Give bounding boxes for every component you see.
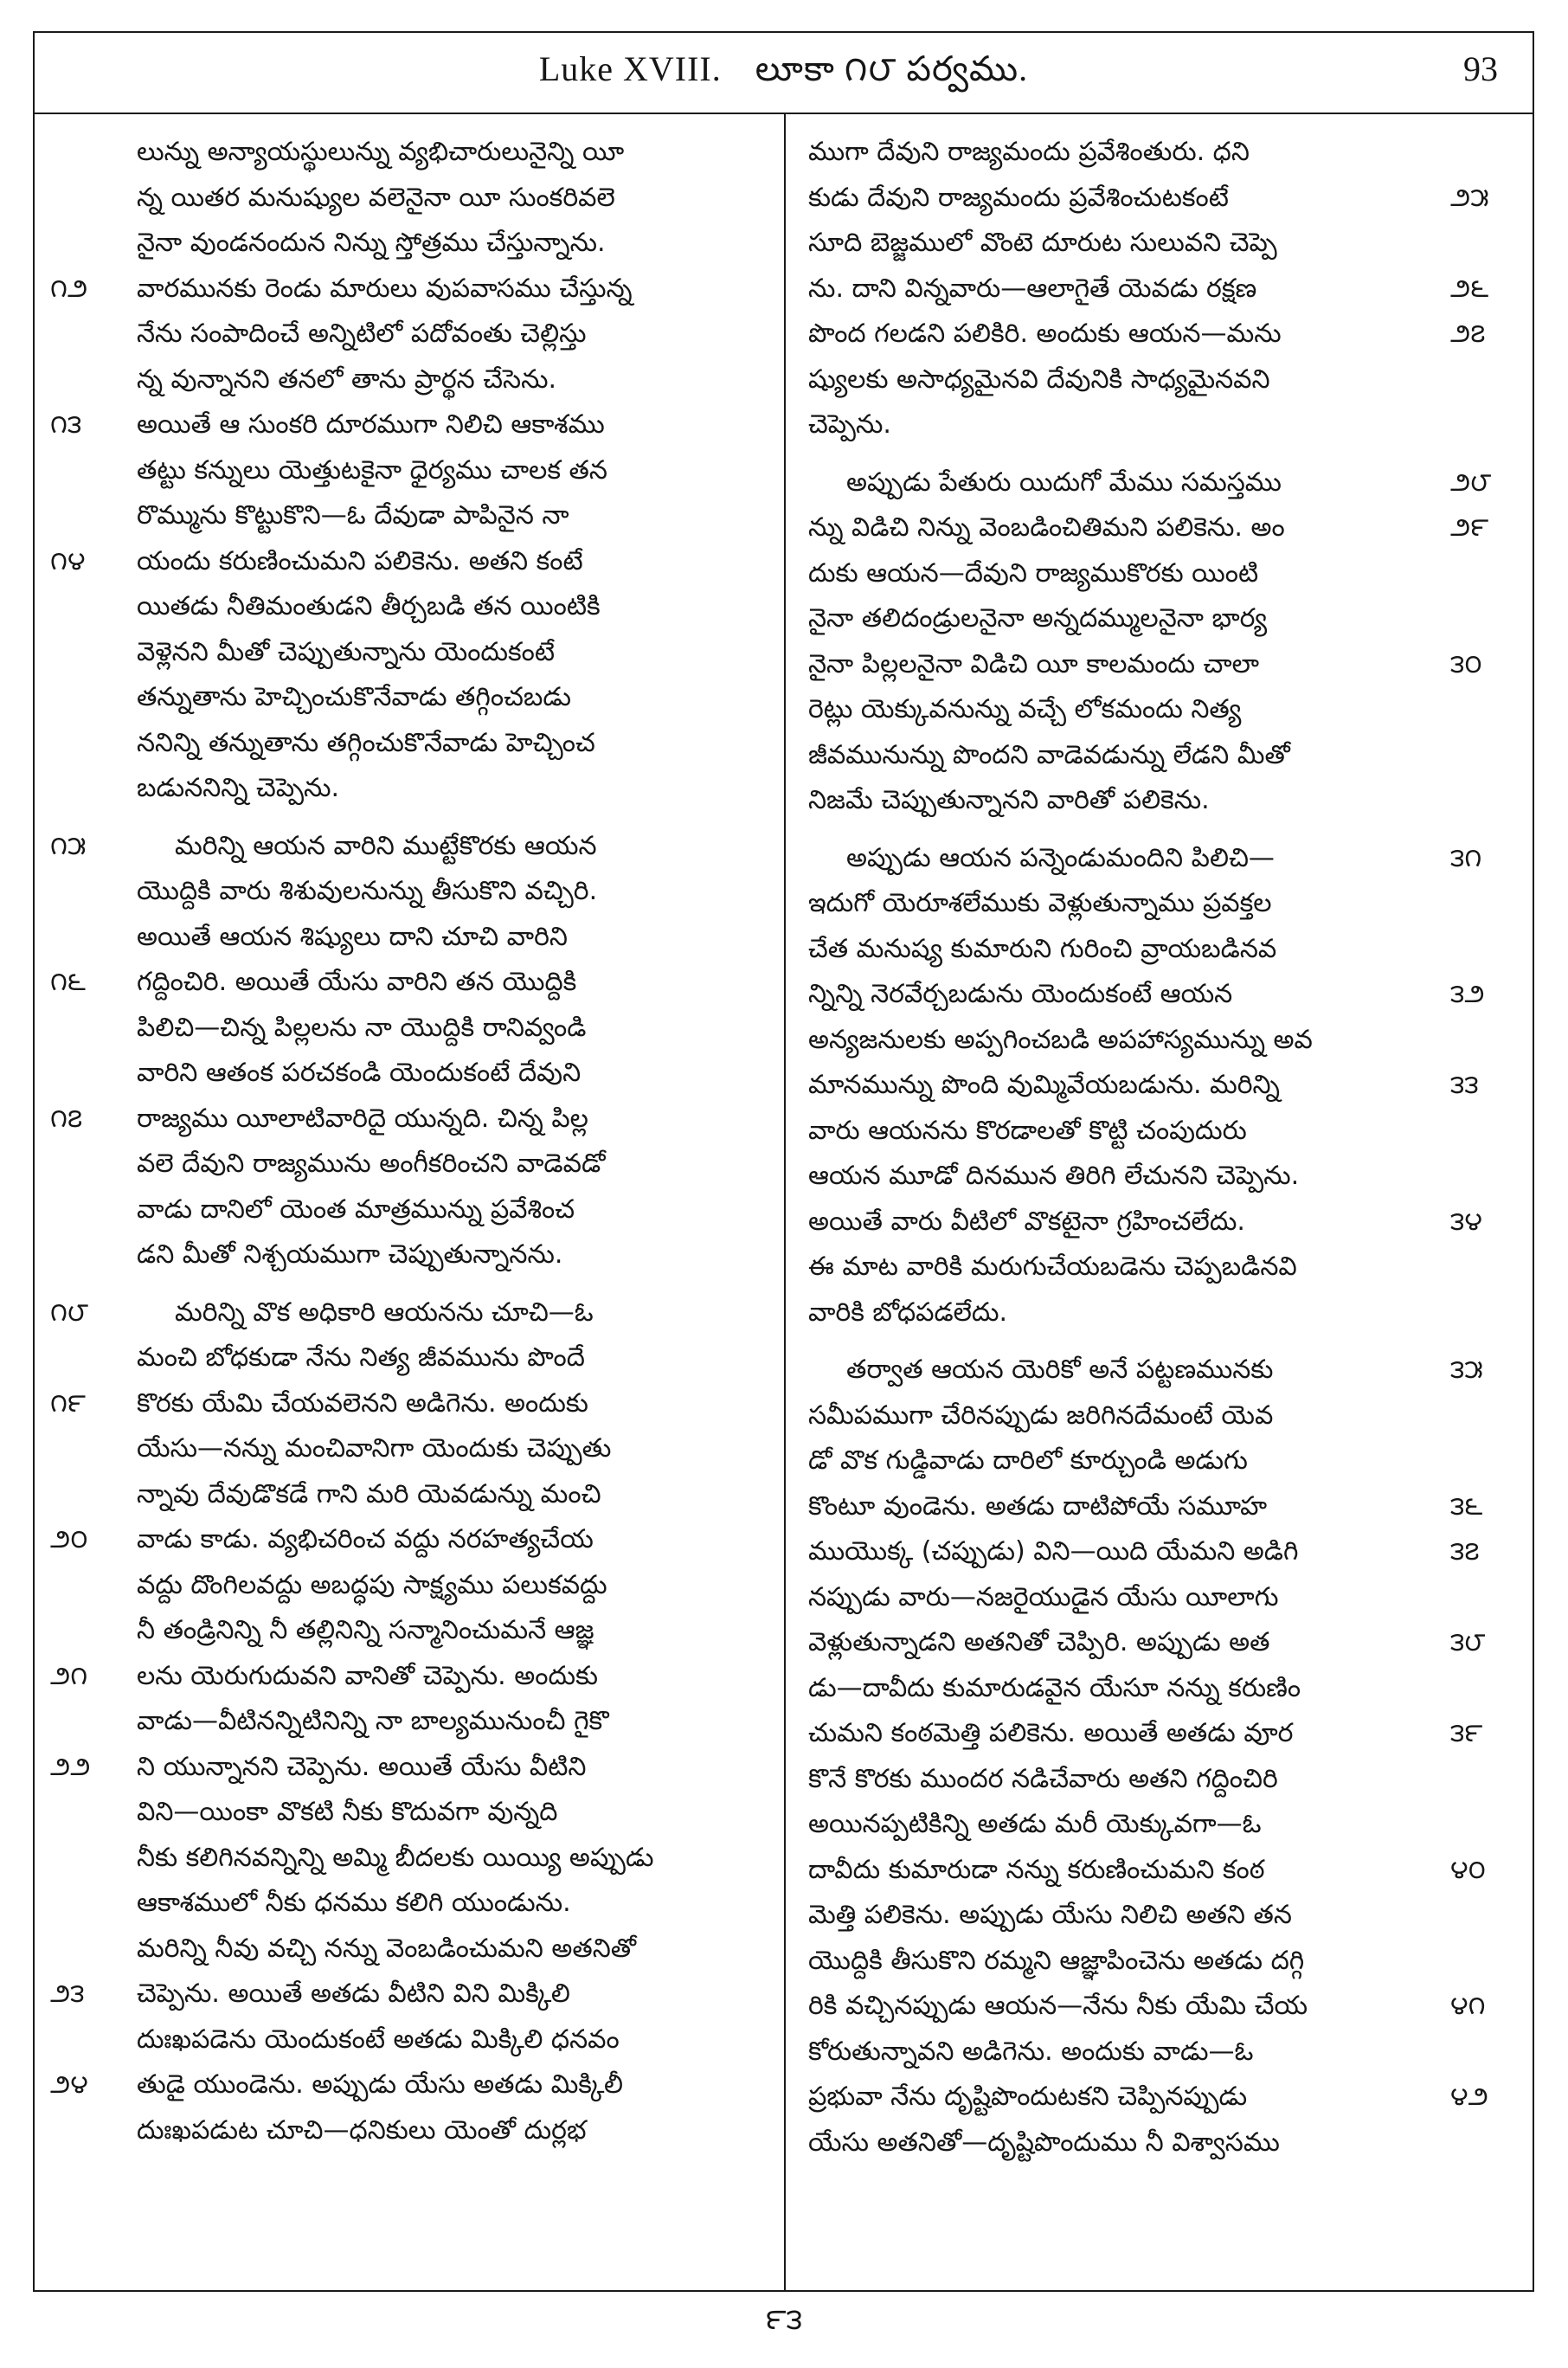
verse-number: ౩౮ — [1450, 1628, 1486, 1657]
text-line — [48, 448, 781, 494]
verse-number: ౩౬ — [1450, 1491, 1483, 1521]
page-frame — [33, 31, 1534, 2292]
text-line — [796, 733, 1528, 779]
right-text-column — [796, 130, 1528, 2165]
telugu-chapter-title: లూకా ౧౮ పర్వము. — [755, 49, 1029, 88]
text-line — [796, 1757, 1528, 1803]
text-line — [796, 1245, 1528, 1290]
verse-text: ఈ మాట వారికి మరుగుచేయబడెను చెప్పబడినవి — [808, 1252, 1297, 1282]
text-line — [48, 1745, 781, 1791]
text-line — [48, 1517, 781, 1563]
verse-text: కోరుతున్నావని అడిగెను. అందుకు వాడు—ఓ — [808, 2036, 1254, 2067]
text-line — [796, 927, 1528, 973]
text-line — [796, 357, 1528, 403]
verse-text: ని యున్నానని చెప్పెను. అయితే యేసు వీటిని — [137, 1751, 587, 1782]
verse-text: వాడు—వీటినన్నిటినిన్ని నా బాల్యమునుంచీ గైకొ — [137, 1706, 609, 1736]
text-line — [48, 1699, 781, 1745]
text-line — [796, 1711, 1528, 1757]
verse-text: వెళ్లెనని మీతో చెప్పుతున్నాను యెందుకంటే — [137, 636, 556, 667]
verse-number: ౩౪ — [1450, 1207, 1482, 1236]
text-line — [48, 539, 781, 585]
text-line — [48, 824, 781, 870]
text-line — [796, 1484, 1528, 1530]
verse-number: ౩౧ — [1450, 843, 1482, 872]
verse-text: కొరకు యేమి చేయవలెనని అడిగెను. అందుకు — [137, 1387, 588, 1419]
text-line — [796, 267, 1528, 312]
verse-number: ౨౩ — [50, 1979, 85, 2008]
verse-number: ౩౫ — [1450, 1355, 1483, 1384]
verse-text: ష్యులకు అసాధ్యమైనవి దేవునికి సాధ్యమైనవని — [808, 364, 1270, 395]
verse-text: నీకు కలిగినవన్నిన్ని అమ్మి బీదలకు యియ్యి అప్పుడు — [137, 1842, 654, 1873]
verse-text: కుడు దేవుని రాజ్యమందు ప్రవేశించుటకంటే — [808, 182, 1229, 213]
verse-text: ఆయన మూడో దినమున తిరిగి లేచునని చెప్పెను. — [808, 1161, 1300, 1191]
text-line — [796, 687, 1528, 733]
verse-text: అప్పుడు పేతురు యిదుగో మేము సమస్తము — [846, 467, 1282, 498]
verse-text: చుమని కంఠమెత్తి పలికెను. అయితే అతడు వూర — [808, 1718, 1294, 1748]
text-line — [796, 2030, 1528, 2075]
text-line — [796, 176, 1528, 222]
text-line — [796, 1666, 1528, 1712]
verse-number: ౧౭ — [50, 1104, 83, 1133]
text-line — [796, 1063, 1528, 1109]
verse-text: అయినప్పటికిన్ని అతడు మరీ యెక్కువగా—ఓ — [808, 1809, 1262, 1839]
text-line — [796, 972, 1528, 1018]
text-line — [796, 642, 1528, 688]
text-line — [48, 584, 781, 630]
text-line — [796, 1893, 1528, 1939]
page-number: 93 — [1463, 49, 1498, 88]
verse-number: ౩౭ — [1450, 1537, 1480, 1566]
text-line — [796, 221, 1528, 267]
verse-text: వారు ఆయనను కొరడాలతో కొట్టి చంపుదురు — [808, 1115, 1247, 1146]
paragraph-gap — [48, 1278, 781, 1290]
verse-text: తన్నుతాను హెచ్చించుకొనేవాడు తగ్గించబడు — [137, 682, 571, 712]
text-line — [796, 312, 1528, 357]
verse-number: ౪౦ — [1450, 1855, 1486, 1884]
text-line — [48, 1927, 781, 1972]
verse-number: ౨౬ — [1450, 273, 1489, 303]
text-line — [48, 402, 781, 448]
text-line — [48, 1187, 781, 1233]
verse-text: మరిన్ని నీవు వచ్చి నన్ను వెంబడించుమని అతనితో — [137, 1933, 637, 1964]
text-line — [48, 766, 781, 812]
verse-text: మరిన్ని వొక అధికారి ఆయనను చూచి—ఓ — [175, 1297, 594, 1328]
text-line — [48, 176, 781, 222]
verse-text: నప్పుడు వారు—నజరైయుడైన యేసు యీలాగు — [808, 1581, 1279, 1612]
text-line — [48, 221, 781, 267]
text-line — [48, 1472, 781, 1518]
verse-text: నైనా పిల్లలనైనా విడిచి యీ కాలమందు చాలా — [808, 648, 1260, 679]
text-line — [48, 721, 781, 767]
verse-text: రొమ్మును కొట్టుకొని—ఓ దేవుడా పాపినైన నా — [137, 500, 569, 531]
paragraph-gap — [796, 1335, 1528, 1348]
verse-number: ౩౯ — [1450, 1719, 1483, 1747]
text-line — [796, 1109, 1528, 1155]
paragraph-gap — [48, 812, 781, 824]
verse-text: యొద్దికి తీసుకొని రమ్మని ఆజ్ఞాపించెను అతడు దగ్గి — [808, 1945, 1305, 1976]
verse-text: లున్ను అన్యాయస్థులున్ను వ్యభిచారులునైన్ని యీ — [137, 137, 625, 167]
text-line — [796, 460, 1528, 506]
text-line — [796, 1348, 1528, 1393]
verse-text: పొంద గలడని పలికిరి. అందుకు ఆయన—మను — [808, 319, 1282, 349]
verse-text: యందు కరుణించుమని పలికెను. అతని కంటే — [137, 545, 583, 576]
text-line — [48, 1381, 781, 1427]
verse-number: ౨౯ — [1450, 513, 1489, 542]
text-line — [48, 2017, 781, 2063]
verse-text: మానమున్ను పొంది వుమ్మివేయబడును. మరిన్ని — [808, 1070, 1280, 1100]
left-text-column — [48, 130, 781, 2153]
text-line — [796, 505, 1528, 551]
verse-text: రెట్లు యెక్కువనున్ను వచ్చే లోకమందు నిత్య — [808, 694, 1242, 724]
text-line — [796, 2120, 1528, 2166]
text-line — [796, 1290, 1528, 1336]
verse-text: సమీపముగా చేరినప్పుడు జరిగినదేమంటే యెవ — [808, 1400, 1274, 1431]
text-line — [796, 1529, 1528, 1575]
verse-number: ౧౫ — [50, 831, 87, 860]
verse-text: న్న యితర మనుష్యుల వలెనైనా యీ సుంకరివలె — [137, 182, 615, 213]
verse-text: బడుననిన్ని చెప్పెను. — [137, 773, 339, 803]
verse-text: అయితే వారు వీటిలో వొకటైనా గ్రహించలేదు. — [808, 1206, 1245, 1237]
verse-text: వారికి బోధపడలేదు. — [808, 1297, 1008, 1328]
text-line — [48, 1142, 781, 1187]
verse-number: ౩౩ — [1450, 1071, 1479, 1099]
verse-text: డో వొక గుడ్డివాడు దారిలో కూర్చుండి అడుగు — [808, 1445, 1248, 1476]
verse-text: ఇదుగో యెరూశలేముకు వెళ్లుతున్నాము ప్రవక్తల — [808, 888, 1272, 918]
verse-text: వారమునకు రెండు మారులు వుపవాసము చేస్తున్న — [137, 273, 633, 304]
running-header — [35, 33, 1533, 114]
verse-number: ౧౨ — [50, 273, 88, 303]
text-line — [48, 1097, 781, 1142]
verse-text: నీ తండ్రినిన్ని నీ తల్లినిన్ని సన్మానించుమనే ఆజ్ఞ — [137, 1615, 594, 1645]
text-line — [48, 493, 781, 539]
text-line — [48, 869, 781, 915]
verse-number: ౨౨ — [50, 1752, 91, 1781]
text-line — [48, 1051, 781, 1097]
verse-text: అయితే ఆ సుంకరి దూరముగా నిలిచి ఆకాశము — [137, 409, 605, 440]
verse-text: మెత్తి పలికెను. అప్పుడు యేసు నిలిచి అతని తన — [808, 1900, 1292, 1930]
text-line — [796, 2075, 1528, 2120]
paragraph-gap — [796, 824, 1528, 836]
text-line — [796, 1848, 1528, 1894]
book-chapter-reference: Luke XVIII. — [538, 49, 722, 88]
text-line — [48, 1790, 781, 1836]
verse-text: అయితే ఆయన శిష్యులు దాని చూచి వారిని — [137, 921, 568, 952]
verse-text: అప్పుడు ఆయన పన్నెండుమందిని పిలిచి— — [846, 842, 1275, 873]
verse-text: వద్దు దొంగిలవద్దు అబద్ధపు సాక్ష్యము పలుకవద్దు — [137, 1569, 607, 1600]
text-line — [796, 778, 1528, 824]
text-line — [48, 2108, 781, 2154]
text-line — [48, 1654, 781, 1700]
verse-number: ౨౦ — [50, 1525, 88, 1554]
text-line — [796, 881, 1528, 927]
text-line — [48, 1972, 781, 2017]
verse-text: దుకు ఆయన—దేవుని రాజ్యముకొరకు యింటి — [808, 557, 1259, 589]
text-line — [48, 1006, 781, 1052]
text-line — [48, 1881, 781, 1927]
text-line — [48, 630, 781, 676]
text-line — [48, 915, 781, 961]
text-line — [48, 357, 781, 403]
verse-text: వెళ్లుతున్నాడని అతనితో చెప్పిరి. అప్పుడు అత — [808, 1627, 1270, 1657]
text-line — [796, 1200, 1528, 1245]
verse-text: ముగా దేవుని రాజ్యమందు ప్రవేశింతురు. ధని — [808, 137, 1250, 167]
verse-number: ౪౧ — [1450, 1992, 1486, 2020]
verse-text: తర్వాత ఆయన యెరికో అనే పట్టణమునకు — [846, 1355, 1274, 1385]
verse-text: నిజమే చెప్పుతున్నానని వారితో పలికెను. — [808, 785, 1210, 815]
verse-text: కొంటూ వుండెను. అతడు దాటిపోయే సమూహ — [808, 1490, 1268, 1522]
verse-text: నేను సంపాదించే అన్నిటిలో పదోవంతు చెల్లిస్తు — [137, 319, 587, 349]
verse-text: న్ను విడిచి నిన్ను వెంబడించితిమని పలికెను. అం — [808, 512, 1285, 543]
verse-number: ౩౦ — [1450, 649, 1482, 679]
verse-number: ౧౮ — [50, 1297, 89, 1327]
verse-text: నైనా తలిదండ్రులనైనా అన్నదమ్ములనైనా భార్య — [808, 603, 1268, 634]
text-line — [48, 1290, 781, 1336]
verse-text: విని—యింకా వొకటి నీకు కొదువగా వున్నది — [137, 1797, 558, 1827]
text-line — [796, 1018, 1528, 1064]
text-line — [796, 1620, 1528, 1666]
verse-number: ౧౯ — [50, 1388, 86, 1418]
verse-text: జీవమునున్ను పొందని వాడెవడున్ను లేడని మీతో — [808, 739, 1290, 770]
text-line — [48, 675, 781, 721]
verse-text: సూది బెజ్జములో వొంటె దూరుట సులువని చెప్పె — [808, 228, 1277, 258]
verse-text: యేసు అతనితో—దృష్టిపొందుము నీ విశ్వాసము — [808, 2127, 1280, 2158]
verse-number: ౨౭ — [1450, 319, 1486, 348]
verse-text: డు—దావీదు కుమారుడవైన యేసూ నన్ను కరుణిం — [808, 1672, 1301, 1703]
verse-number: ౨౪ — [50, 2070, 88, 2099]
verse-text: తట్టు కన్నులు యెత్తుటకైనా ధైర్యము చాలక తన — [137, 454, 607, 486]
verse-text: కొనే కొరకు ముందర నడిచేవారు అతని గద్దించిరి — [808, 1763, 1278, 1794]
verse-text: చెప్పెను. అయితే అతడు వీటిని విని మిక్కిలి — [137, 1979, 570, 2009]
verse-text: ననిన్ని తన్నుతాను తగ్గించుకొనేవాడు హెచ్చించ — [137, 727, 595, 758]
verse-text: యితడు నీతిమంతుడని తీర్చబడి తన యింటికి — [137, 591, 601, 621]
verse-text: చెప్పెను. — [808, 409, 891, 440]
text-line — [796, 1939, 1528, 1985]
verse-text: ఆకాశములో నీకు ధనము కలిగి యుండును. — [137, 1888, 571, 1918]
header-title — [35, 48, 1533, 98]
text-line — [48, 1426, 781, 1472]
verse-text: న్నిన్ని నెరవేర్చబడును యెందుకంటే ఆయన — [808, 979, 1233, 1009]
verse-text: దావీదు కుమారుడా నన్ను కరుణించుమని కంఠ — [808, 1854, 1265, 1885]
printer-signature: ౯౩ — [765, 2304, 803, 2336]
verse-number: ౧౬ — [50, 968, 86, 996]
text-line — [48, 267, 781, 312]
verse-text: యేసు—నన్ను మంచివానిగా యెందుకు చెప్పుతు — [137, 1433, 612, 1464]
verse-number: ౩౨ — [1450, 980, 1485, 1008]
text-line — [796, 1575, 1528, 1621]
verse-text: మరిన్ని ఆయన వారిని ముట్టేకొరకు ఆయన — [175, 830, 597, 861]
verse-text: యొద్దికి వారు శిశువులనున్ను తీసుకొని వచ్చిరి. — [137, 876, 598, 906]
verse-text: డని మీతో నిశ్చయముగా చెప్పుతున్నానను. — [137, 1239, 563, 1270]
verse-text: అన్యజనులకు అప్పగించబడి అపహాస్యమున్ను అవ — [808, 1024, 1313, 1055]
text-line — [796, 836, 1528, 882]
verse-number: ౨౮ — [1450, 467, 1492, 497]
verse-text: చేత మనుష్య కుమారుని గురించి వ్రాయబడినవ — [808, 933, 1277, 964]
text-line — [796, 1393, 1528, 1439]
paragraph-gap — [796, 448, 1528, 460]
text-line — [48, 1608, 781, 1654]
verse-text: దుఃఖపడెను యెందుకంటే అతడు మిక్కిలి ధనవం — [137, 2024, 620, 2055]
verse-text: న్న వున్నానని తనలో తాను ప్రార్థన చేసెను. — [137, 364, 557, 395]
verse-text: వాడు దానిలో యెంత మాత్రమున్ను ప్రవేశించ — [137, 1194, 575, 1225]
verse-text: పిలిచి—చిన్న పిల్లలను నా యొద్దికి రానివ్వండి — [137, 1012, 587, 1043]
verse-number: ౨౧ — [50, 1661, 88, 1690]
text-line — [48, 1836, 781, 1882]
verse-text: లను యెరుగుదువని వానితో చెప్పెను. అందుకు — [137, 1660, 599, 1691]
verse-text: ప్రభువా నేను దృష్టిపొందుటకని చెప్పినప్పుడు — [808, 2082, 1248, 2112]
verse-number: ౪౨ — [1450, 2082, 1488, 2111]
verse-text: రాజ్యము యీలాటివారిదై యున్నది. చిన్న పిల్ల — [137, 1103, 588, 1134]
verse-text: గద్దించిరి. అయితే యేసు వారిని తన యొద్దికి — [137, 967, 577, 997]
verse-text: దుఃఖపడుట చూచి—ధనికులు యెంతో దుర్లభ — [137, 2114, 587, 2146]
verse-number: ౨౫ — [1450, 183, 1489, 212]
text-line — [796, 596, 1528, 642]
text-line — [796, 1984, 1528, 2030]
text-line — [796, 402, 1528, 448]
verse-text: మంచి బోధకుడా నేను నిత్య జీవమును పొందే — [137, 1342, 585, 1373]
verse-text: నైనా వుండనందున నిన్ను స్తోత్రము చేస్తున్నాను. — [137, 228, 606, 258]
text-line — [48, 1335, 781, 1381]
verse-text: రికి వచ్చినప్పుడు ఆయన—నేను నీకు యేమి చేయ — [808, 1991, 1308, 2021]
text-line — [48, 1563, 781, 1609]
verse-text: తుడై యుండెను. అప్పుడు యేసు అతడు మిక్కిలీ — [137, 2069, 623, 2100]
verse-text: వాడు కాడు. వ్యభిచరించ వద్దు నరహత్యచేయ — [137, 1524, 594, 1554]
text-line — [48, 1232, 781, 1278]
verse-text: న్నావు దేవుడొకడే గాని మరి యెవడున్ను మంచి — [137, 1478, 601, 1509]
text-line — [796, 130, 1528, 176]
verse-text: వలె దేవుని రాజ్యమును అంగీకరించని వాడెవడో — [137, 1149, 606, 1179]
text-line — [48, 312, 781, 357]
text-line — [48, 130, 781, 176]
text-line — [796, 551, 1528, 597]
column-divider — [784, 113, 786, 2290]
verse-text: ను. దాని విన్నవారు—ఆలాగైతే యెవడు రక్షణ — [808, 273, 1257, 304]
verse-text: వారిని ఆతంక పరచకండి యెందుకంటే దేవుని — [137, 1058, 582, 1088]
text-line — [48, 960, 781, 1006]
verse-text: ముయొక్క (చప్పుడు) విని—యిది యేమని అడిగి — [808, 1536, 1299, 1567]
verse-number: ౧౩ — [50, 410, 82, 439]
text-line — [796, 1154, 1528, 1200]
text-line — [796, 1438, 1528, 1484]
verse-number: ౧౪ — [50, 546, 86, 576]
text-line — [796, 1802, 1528, 1848]
text-line — [48, 2062, 781, 2108]
